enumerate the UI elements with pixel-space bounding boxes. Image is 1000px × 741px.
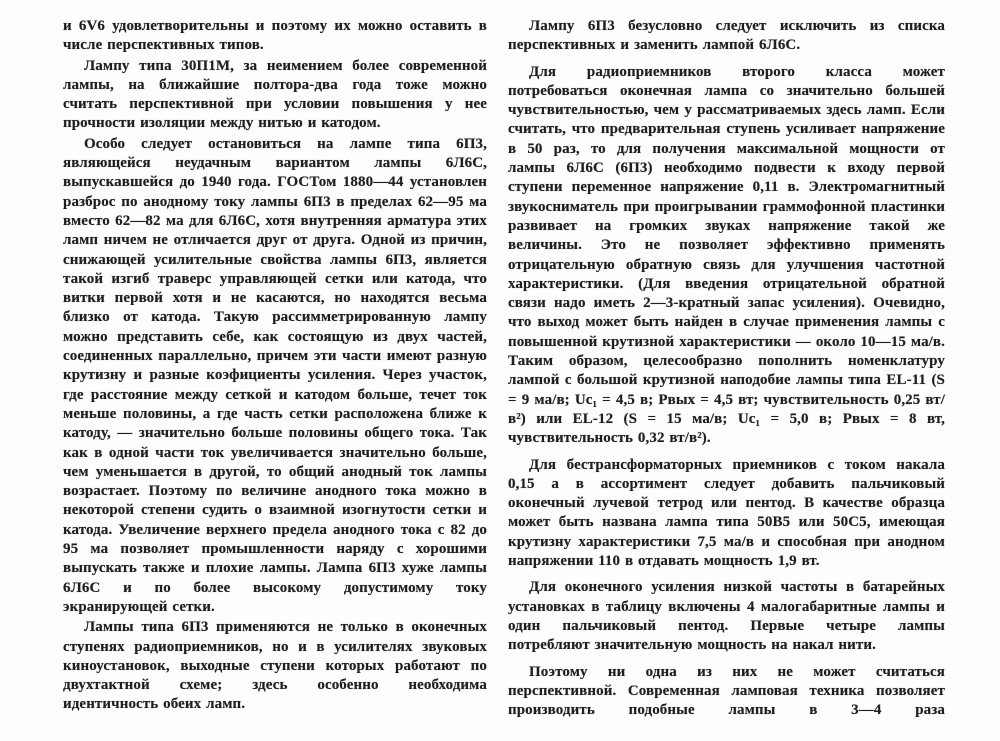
paragraph-continuation: и 6V6 удовлетворительны и поэтому их можно оставить в числе перспективных типов. xyxy=(63,18,487,54)
paragraph: Лампы типа 6П3 применяются не только в оконечных ступенях радиоприемников, но и в усилителях звуковых киноустановок, выходные ступени которых работают по двухтактной схеме; здесь особенно необходима идентичность обеих ламп. xyxy=(63,619,487,713)
right-text-column xyxy=(508,17,945,720)
paragraph: Лампу 6П3 безусловно следует исключить из списка перспективных и заменить лампой 6Л6С. xyxy=(508,18,945,54)
paragraph-continues-next-page: Поэтому ни одна из них не может считаться перспективной. Современная ламповая техника позволяет производить подобные лампы в 3—4 раза xyxy=(508,663,945,719)
paragraph: Особо следует остановиться на лампе типа 6П3, являющейся неудачным вариантом лампы 6Л6С, выпускавшейся до 1940 года. ГОСТом 1880—44 установлен разброс по анодному току лампы 6П3 в пределах 62—95 ма вместо 62—82 ма для 6Л6С, хотя внутренняя арматура этих ламп ничем не отличается друг от друга. Одной из причин, снижающей усилительные свойства лампы 6П3, является такой изгиб траверс управляющей сетки или катода, что витки первой хотя и не касаются, но находятся весьма близко от катода. Такую рассимметрированную лампу можно представить себе, как состоящую из двух частей, соединенных параллельно, причем эти части имеют разную крутизну и разные коэфициенты усиления. Через участок, где расстояние между сеткой и катодом больше, течет ток меньше половины, а где часть сетки расположена ближе к катоду, — значительно больше половины общего тока. Так как в одной части ток увеличивается значительно больше, чем уменьшается в другой, то общий анодный ток лампы возрастает. Поэтому по величине анодного тока можно в некоторой степени судить о взаимной изогнутости сетки и катода. Увеличение верхнего предела анодного тока с 82 до 95 ма позволяет промышленности наряду с хорошими выпускать также и плохие лампы. Лампа 6П3 хуже лампы 6Л6С и по более высокому допустимому току экранирующей сетки. xyxy=(63,135,487,615)
paragraph: Для радиоприемников второго класса может потребоваться оконечная лампа со значительно большей чувствительностью, чем у рассматриваемых здесь ламп. Если считать, что предварительная ступень усиливает напряжение в 50 раз, то для получения максимальной мощности от лампы 6Л6С (6П3) необходимо подвести к входу первой ступени переменное напряжение 0,11 в. Электромагнитный звукосниматель при проигрывании граммофонной пластинки развивает на громких звуках напряжение такой же величины. Это не позволяет эффективно применять отрицательную обратную связь для улучшения частотной характеристики. (Для введения отрицательной обратной связи надо иметь 2—3-кратный запас усиления). Очевидно, что выход может быть найден в случае применения лампы с повышенной крутизной характеристики — около 10—15 ма/в. Таким образом, целесообразно пополнить номенклатуру лампой с большой крутизной наподобие лампы типа EL-11 (S = 9 ма/в; Uc₁ = 4,5 в; Pвых = 4,5 вт; чувствительность 0,25 вт/в²) или EL-12 (S = 15 ма/в; Uc₁ = 5,0 в; Pвых = 8 вт, чувствительность 0,32 вт/в²). xyxy=(508,63,945,447)
left-text-column xyxy=(63,17,487,715)
paragraph: Для оконечного усиления низкой частоты в батарейных установках в таблицу включены 4 малогабаритные лампы и один пальчиковый пентод. Первые четыре лампы потребляют значительную мощность на накал нити. xyxy=(508,579,945,654)
paragraph: Лампу типа 30П1М, за неимением более современной лампы, на ближайшие полтора-два года тоже можно считать перспективной при условии повышения у нее прочности изоляции между нитью и катодом. xyxy=(63,57,487,132)
paragraph: Для бестрансформаторных приемников с током накала 0,15 а в ассортимент следует добавить пальчиковый оконечный лучевой тетрод или пентод. В качестве образца может быть названа лампа типа 50В5 или 50С5, имеющая крутизну характеристики 7,5 ма/в и способная при анодном напряжении 110 в отдавать мощность 1,9 вт. xyxy=(508,456,945,570)
